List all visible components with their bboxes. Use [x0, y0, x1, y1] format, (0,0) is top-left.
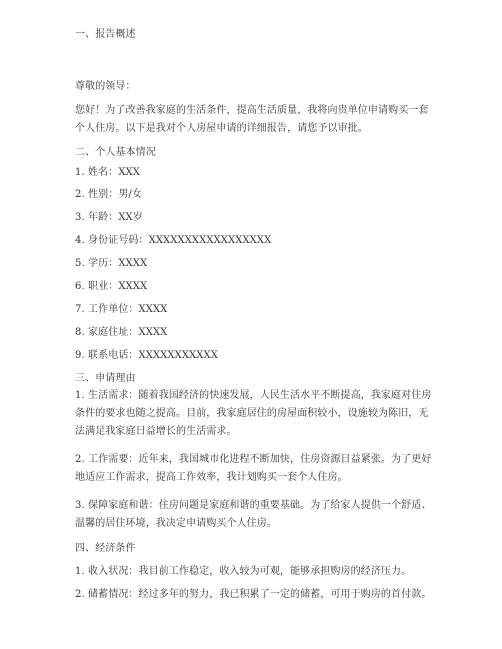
- basic-info-item: 5. 学历：XXXX: [75, 258, 148, 269]
- economic-item: 1. 收入状况：我目前工作稳定，收入较为可观，能够承担购房的经济压力。: [75, 566, 412, 577]
- salutation: 尊敬的领导：: [75, 81, 136, 92]
- basic-info-item: 6. 职业：XXXX: [75, 281, 148, 292]
- basic-info-item: 2. 性别：男/女: [75, 189, 142, 200]
- basic-info-item: 4. 身份证号码：XXXXXXXXXXXXXXXXX: [75, 235, 272, 246]
- reason-paragraph: 3. 保障家庭和谐：住房问题是家庭和谐的重要基础。为了给家人提供一个舒适、温馨的居住环境，我决定申请购买个人住房。: [75, 500, 432, 529]
- reason-paragraph: 2. 工作需要：近年来，我国城市化进程不断加快，住房资源日益紧张。为了更好地适应工作需求，提高工作效率，我计划购买一套个人住房。: [75, 454, 432, 483]
- section-heading-overview: 一、报告概述: [75, 29, 136, 40]
- intro-paragraph: 您好！为了改善我家庭的生活条件，提高生活质量，我将向贵单位申请购买一套个人住房。以下是我对个人房屋申请的详细报告，请您予以审批。: [75, 105, 429, 134]
- economic-item: 2. 储蓄情况：经过多年的努力，我已积累了一定的储蓄，可用于购房的首付款。: [75, 589, 432, 600]
- basic-info-item: 7. 工作单位：XXXX: [75, 304, 168, 315]
- section-heading-economic: 四、经济条件: [75, 543, 136, 554]
- section-heading-basic-info: 二、个人基本情况: [75, 147, 156, 158]
- basic-info-item: 9. 联系电话：XXXXXXXXXXX: [75, 350, 218, 361]
- basic-info-item: 3. 年龄：XX岁: [75, 212, 143, 223]
- basic-info-item: 8. 家庭住址：XXXX: [75, 327, 168, 338]
- reason-paragraph: 1. 生活需求：随着我国经济的快速发展，人民生活水平不断提高，我家庭对住房条件的要求也随之提高。目前，我家庭居住的房屋面积较小，设施较为陈旧，无法满足我家庭日益增长的生活需求。: [75, 390, 432, 437]
- section-heading-reasons: 三、申请理由: [75, 373, 136, 384]
- basic-info-item: 1. 姓名：XXX: [75, 167, 140, 178]
